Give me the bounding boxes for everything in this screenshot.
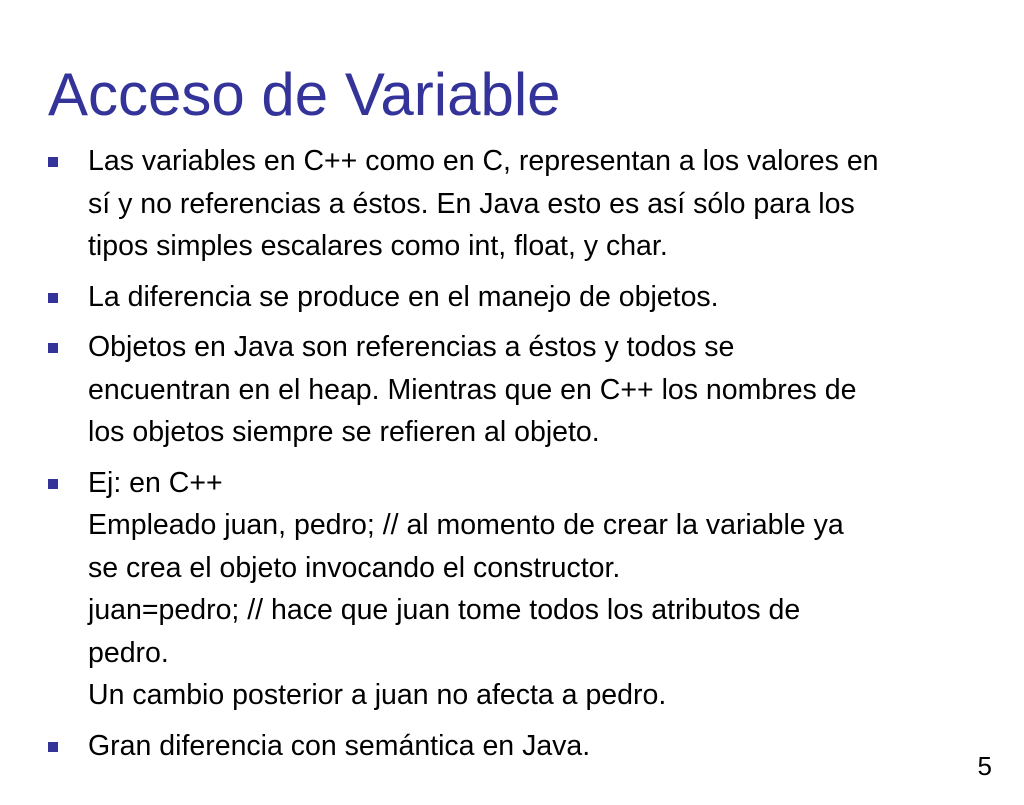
bullet-line: Ej: en C++	[88, 466, 223, 499]
page-number: 5	[977, 751, 992, 781]
bullet-line: juan=pedro; // hace que juan tome todos los atributos de	[88, 594, 801, 626]
bullet-item	[48, 725, 998, 768]
bullet-line: La diferencia se produce en el manejo de objetos.	[88, 280, 719, 313]
bullet-line: Un cambio posterior a juan no afecta a pedro.	[88, 679, 667, 711]
square-bullet-icon	[48, 742, 58, 752]
square-bullet-icon	[48, 343, 58, 353]
bullet-item	[48, 462, 998, 717]
bullet-item	[48, 140, 998, 268]
bullet-item	[48, 276, 998, 319]
bullet-line: Gran diferencia con semántica en Java.	[88, 729, 591, 762]
bullet-list	[48, 140, 998, 775]
bullet-line: pedro.	[88, 636, 169, 669]
bullet-line: tipos simples escalares como int, float, y char.	[88, 230, 668, 262]
bullet-line: se crea el objeto invocando el constructor.	[88, 551, 621, 584]
bullet-line: Empleado juan, pedro; // al momento de crear la variable ya	[88, 509, 844, 541]
bullet-line: sí y no referencias a éstos. En Java esto es así sólo para los	[88, 187, 855, 220]
square-bullet-icon	[48, 293, 58, 303]
bullet-item	[48, 326, 998, 454]
bullet-line: los objetos siempre se refieren al objeto.	[88, 416, 600, 448]
bullet-line: Objetos en Java son referencias a éstos y todos se	[88, 331, 735, 363]
bullet-line: encuentran en el heap. Mientras que en C++ los nombres de	[88, 373, 857, 406]
square-bullet-icon	[48, 157, 58, 167]
slide-title: Acceso de Variable	[48, 61, 561, 128]
bullet-line: Las variables en C++ como en C, representan a los valores en	[88, 145, 879, 177]
square-bullet-icon	[48, 479, 58, 489]
